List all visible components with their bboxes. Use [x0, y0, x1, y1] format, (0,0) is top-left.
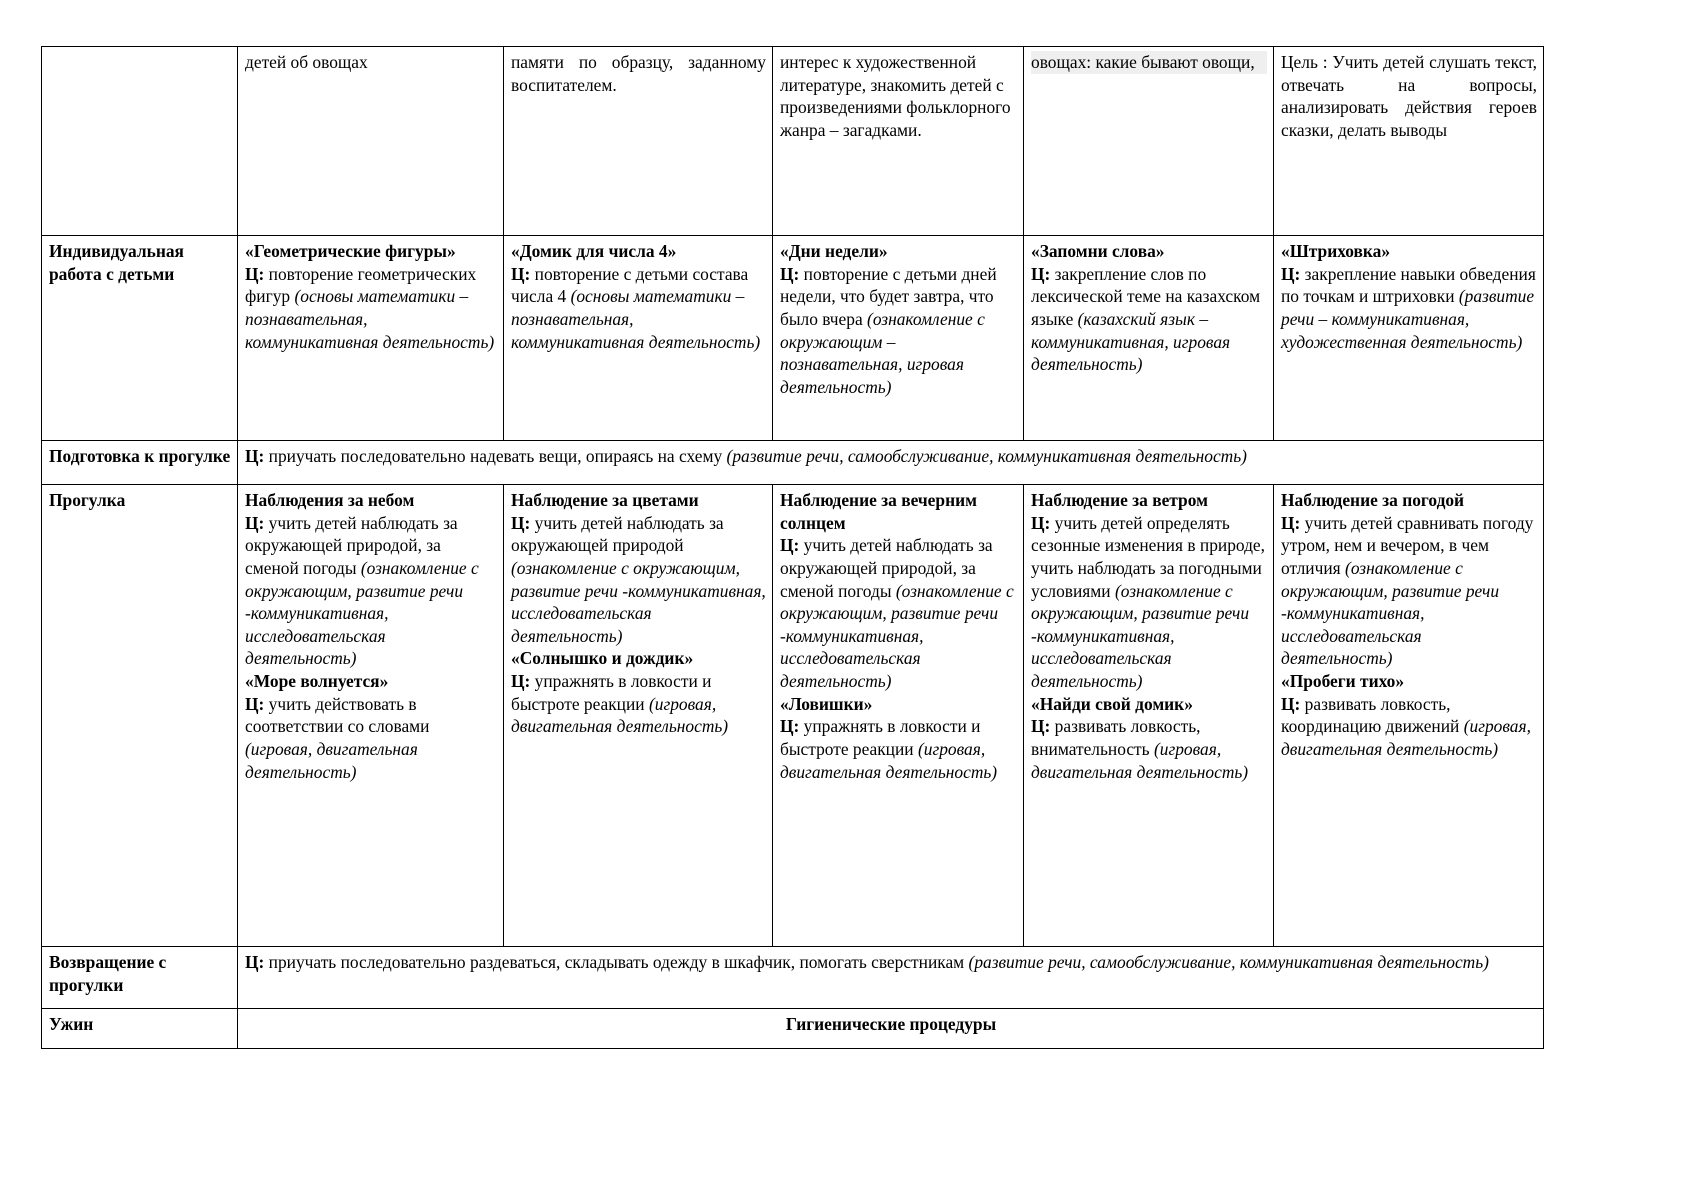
individual-work-cell-1	[238, 236, 504, 441]
game-title: «Море волнуется»	[245, 671, 389, 691]
goal-italic: (ознакомление с окружающим, развитие речи -коммуникативная, исследовательская деятельность)	[511, 557, 766, 646]
walk-cell-4	[1024, 485, 1274, 947]
observation-title: Наблюдение за цветами	[511, 490, 699, 510]
game-marker: Ц:	[780, 716, 800, 737]
activity-body	[780, 263, 1017, 399]
goal-italic: (основы математики – познавательная, коммуникативная деятельность)	[245, 286, 495, 352]
continuation-cell-2	[504, 47, 773, 236]
game-body	[245, 693, 497, 784]
game-italic: (игровая, двигательная деятельность)	[511, 693, 729, 737]
supper-content	[238, 1009, 1544, 1049]
goal-text: учить детей наблюдать за окружающей природой, за сменой погоды	[780, 535, 993, 601]
table-row-preparation-for-walk	[42, 441, 1544, 485]
table-row-individual-work	[42, 236, 1544, 441]
table-row-supper	[42, 1009, 1544, 1049]
goal-marker: Ц:	[245, 263, 265, 284]
game-text: развивать ловкость, координацию движений	[1281, 693, 1464, 737]
row-label-preparation-for-walk	[42, 441, 238, 485]
goal-marker: Ц:	[1031, 263, 1051, 284]
game-marker: Ц:	[1281, 693, 1301, 714]
continuation-cell-5	[1274, 47, 1544, 236]
game-text: развивать ловкость, внимательность	[1031, 716, 1201, 759]
goal-marker: Ц:	[1281, 512, 1301, 533]
goal-italic: (основы математики – познавательная, коммуникативная деятельность)	[511, 286, 761, 352]
continuation-text-2: памяти по образцу, заданному воспитателем.	[511, 52, 766, 95]
game-marker: Ц:	[511, 671, 531, 691]
activity-body	[1031, 263, 1267, 376]
game-italic: (игровая, двигательная деятельность)	[1281, 716, 1531, 759]
goal-italic: (развитие речи, самообслуживание, коммуникативная деятельность)	[726, 446, 1247, 466]
game-title: «Ловишки»	[780, 693, 873, 714]
continuation-cell-3	[773, 47, 1024, 236]
observation-body	[780, 534, 1017, 692]
goal-text: учить детей наблюдать за окружающей природой	[511, 512, 724, 556]
continuation-label-cell	[42, 47, 238, 236]
goal-italic: (ознакомление с окружающим, развитие речи -коммуникативная, исследовательская деятельность)	[245, 557, 479, 669]
observation-body	[511, 512, 766, 648]
goal-marker: Ц:	[780, 263, 800, 284]
continuation-cell-1	[238, 47, 504, 236]
game-italic: (игровая, двигательная деятельность)	[780, 738, 998, 782]
goal-text: закрепление навыки обведения по точкам и штриховки	[1281, 263, 1536, 307]
daily-plan-table	[41, 46, 1544, 1049]
goal-text: приучать последовательно раздеваться, складывать одежду в шкафчик, помогать сверстникам	[264, 952, 969, 972]
individual-work-cell-3	[773, 236, 1024, 441]
return-from-walk-content	[238, 947, 1544, 1009]
preparation-for-walk-content	[238, 441, 1544, 485]
game-title: «Солнышко и дождик»	[511, 648, 694, 669]
observation-body	[1281, 512, 1537, 670]
table-row-walk	[42, 485, 1544, 947]
game-text: упражнять в ловкости и быстроте реакции	[511, 671, 712, 714]
activity-title: «Геометрические фигуры»	[245, 241, 456, 261]
row-label-text: Индивидуальная работа с детьми	[49, 241, 184, 284]
goal-marker: Ц:	[511, 512, 531, 533]
continuation-text-1: детей об овощах	[245, 52, 368, 72]
game-text: упражнять в ловкости и быстроте реакции	[780, 716, 981, 759]
goal-italic: (ознакомление с окружающим, развитие речи -коммуникативная, исследовательская деятельность)	[780, 580, 1014, 691]
goal-text: учить детей определять сезонные изменения в природе, учить наблюдать за погодными условиями	[1031, 512, 1266, 601]
observation-title: Наблюдение за ветром	[1031, 490, 1208, 510]
activity-body	[245, 263, 497, 354]
table-row-return-from-walk	[42, 947, 1544, 1009]
game-body	[780, 715, 1017, 783]
walk-cell-2	[504, 485, 773, 947]
goal-marker: Ц:	[245, 446, 265, 466]
activity-body	[511, 263, 766, 354]
observation-body	[245, 512, 497, 670]
goal-marker: Ц:	[1031, 512, 1051, 533]
row-label-text: Возвращение с прогулки	[49, 952, 167, 995]
table-row-continuation	[42, 47, 1544, 236]
goal-marker: Ц:	[245, 952, 265, 972]
row-label-return-from-walk	[42, 947, 238, 1009]
activity-body	[1281, 263, 1537, 354]
goal-text: учить детей сравнивать погоду утром, нем и вечером, в чем отличия	[1281, 512, 1534, 578]
observation-title: Наблюдения за небом	[245, 490, 415, 510]
goal-text: приучать последовательно надевать вещи, опираясь на схему	[264, 446, 727, 466]
game-title: «Пробеги тихо»	[1281, 671, 1405, 691]
goal-italic: (ознакомление с окружающим, развитие речи -коммуникативная, исследовательская деятельность)	[1031, 580, 1250, 691]
individual-work-cell-2	[504, 236, 773, 441]
row-label-individual-work	[42, 236, 238, 441]
goal-marker: Ц:	[1281, 263, 1301, 284]
game-body	[1031, 715, 1267, 783]
walk-cell-5	[1274, 485, 1544, 947]
goal-marker: Ц:	[780, 535, 800, 556]
goal-text: повторение с детьми состава числа 4	[511, 263, 749, 307]
row-label-text: Подготовка к прогулке	[49, 446, 231, 466]
game-body	[511, 670, 766, 738]
game-marker: Ц:	[245, 693, 265, 714]
game-text: учить действовать в соответствии со словами	[245, 693, 430, 737]
activity-title: «Штриховка»	[1281, 241, 1391, 261]
continuation-cell-4	[1024, 47, 1274, 236]
continuation-text-4-highlighted: овощах: какие бывают овощи,	[1031, 51, 1267, 74]
preparation-body	[245, 445, 1537, 468]
goal-italic: (развитие речи, самообслуживание, коммуникативная деятельность)	[968, 952, 1489, 972]
supper-text: Гигиенические процедуры	[785, 1014, 997, 1034]
goal-text: закрепление слов по лексической теме на казахском языке	[1031, 263, 1261, 329]
game-italic: (игровая, двигательная деятельность)	[245, 738, 418, 782]
continuation-text-3: интерес к художественной литературе, знакомить детей с произведениями фольклорного жанра – загадками.	[780, 52, 1011, 140]
goal-italic: (казахский язык – коммуникативная, игровая деятельность)	[1031, 308, 1231, 375]
observation-title: Наблюдение за погодой	[1281, 490, 1465, 510]
individual-work-cell-4	[1024, 236, 1274, 441]
game-marker: Ц:	[1031, 716, 1051, 737]
goal-marker: Ц:	[245, 512, 265, 533]
goal-italic: (ознакомление с окружающим – познавательная, игровая деятельность)	[780, 308, 985, 397]
game-body	[1281, 693, 1537, 761]
return-body	[245, 951, 1537, 974]
walk-cell-1	[238, 485, 504, 947]
row-label-walk	[42, 485, 238, 947]
activity-title: «Дни недели»	[780, 241, 888, 261]
walk-cell-3	[773, 485, 1024, 947]
game-italic: (игровая, двигательная деятельность)	[1031, 738, 1249, 782]
goal-italic: (ознакомление с окружающим, развитие речи -коммуникативная, исследовательская деятельность)	[1281, 557, 1500, 669]
goal-text: учить детей наблюдать за окружающей природой, за сменой погоды	[245, 512, 458, 578]
goal-text: повторение с детьми дней недели, что будет завтра, что было вчера	[780, 263, 997, 329]
goal-marker: Ц:	[511, 263, 531, 284]
row-label-text: Прогулка	[49, 490, 126, 510]
observation-title: Наблюдение за вечерним солнцем	[780, 490, 977, 533]
goal-text: повторение геометрических фигур	[245, 263, 477, 307]
activity-title: «Домик для числа 4»	[511, 241, 677, 261]
activity-title: «Запомни слова»	[1031, 241, 1165, 261]
row-label-supper	[42, 1009, 238, 1049]
game-title: «Найди свой домик»	[1031, 693, 1193, 714]
goal-italic: (развитие речи – коммуникативная, художественная деятельность)	[1281, 286, 1535, 352]
continuation-text-5: Цель : Учить детей слушать текст, отвечать на вопросы, анализировать действия героев сказки, делать выводы	[1281, 52, 1537, 140]
individual-work-cell-5	[1274, 236, 1544, 441]
observation-body	[1031, 512, 1267, 693]
row-label-text: Ужин	[49, 1014, 94, 1034]
